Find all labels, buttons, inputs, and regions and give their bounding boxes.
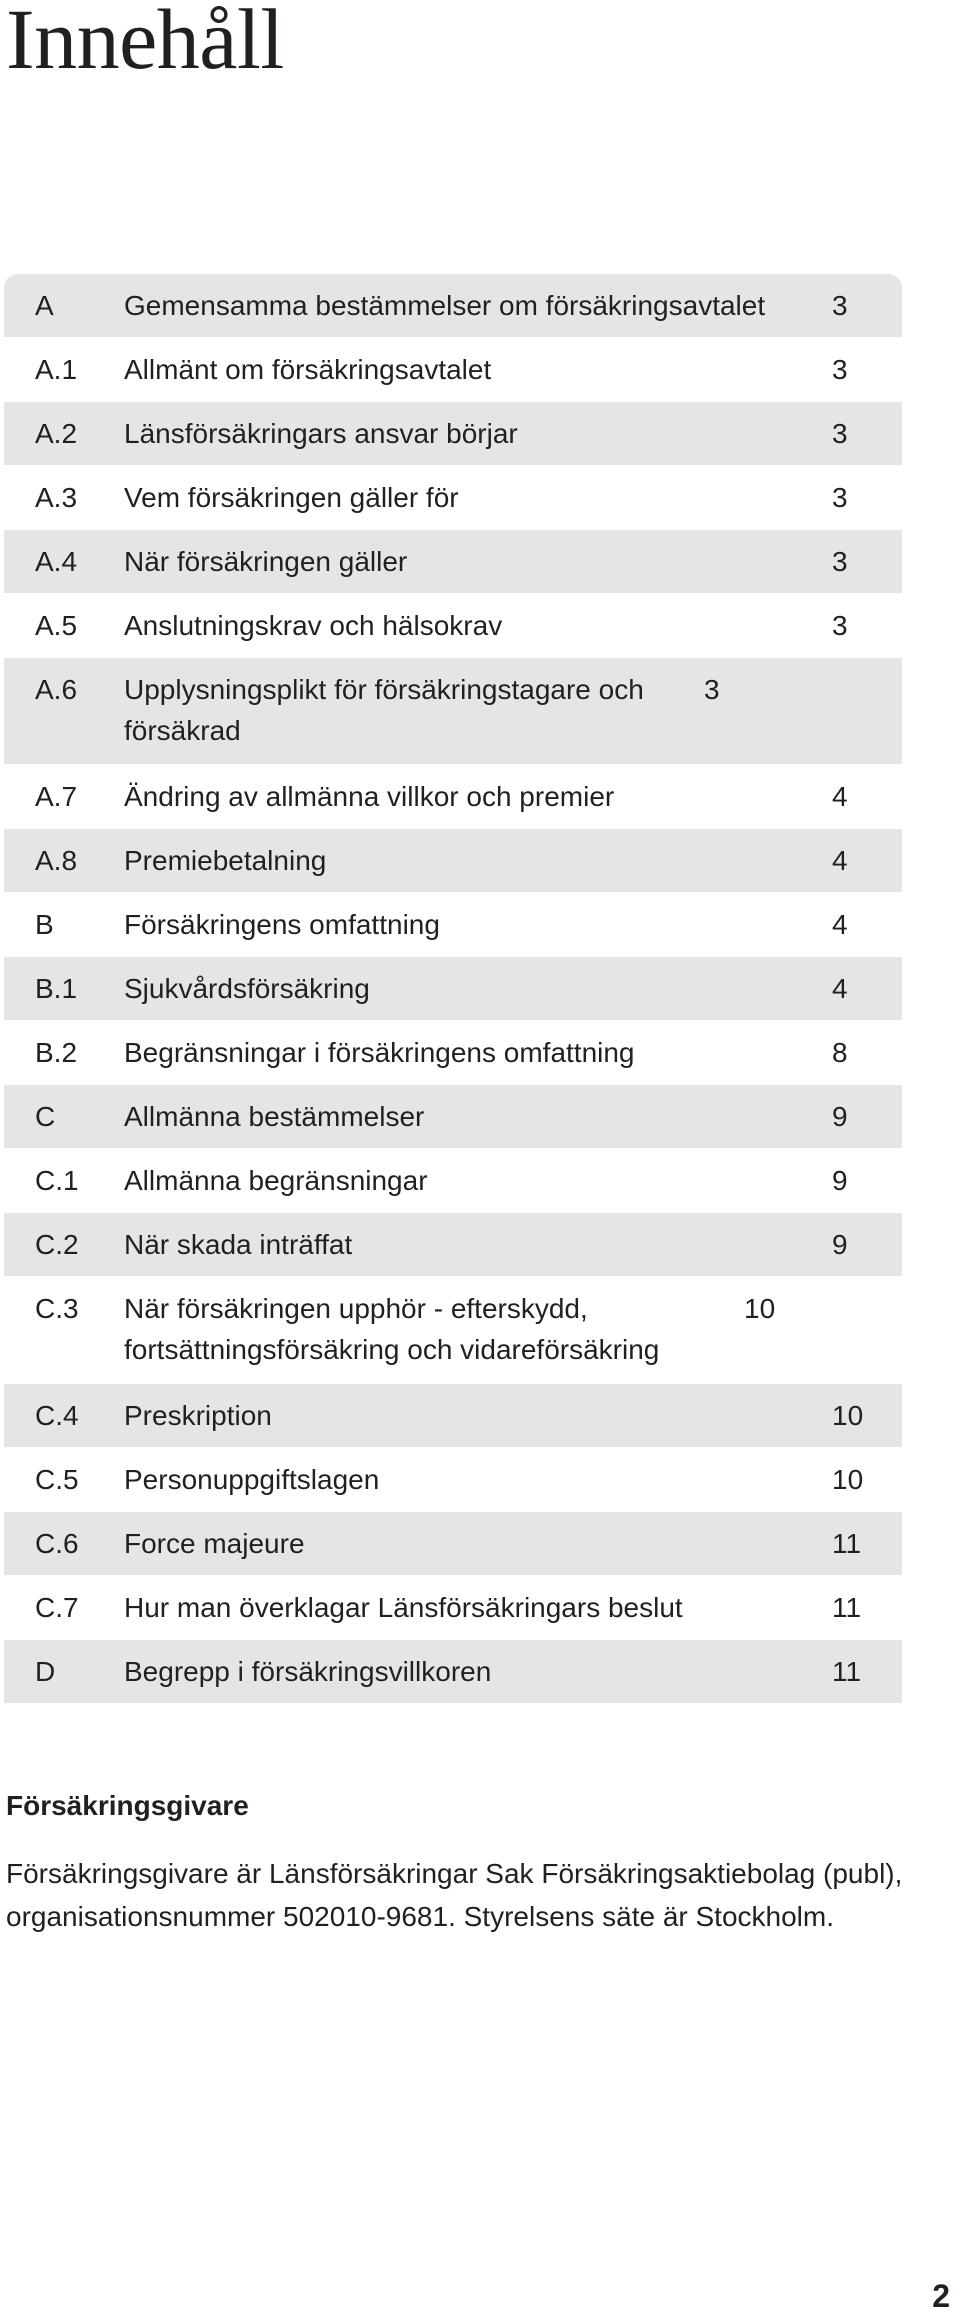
toc-page: 11 [832, 1656, 862, 1687]
toc-title: Länsförsäkringars ansvar börjar [124, 418, 518, 449]
toc-page: 10 [832, 1400, 864, 1431]
toc-page: 3 [832, 546, 848, 577]
toc-title: Hur man överklagar Länsförsäkringars beslut [124, 1592, 683, 1623]
toc-title: Försäkringens omfattning [124, 909, 440, 940]
page-title: Innehåll [6, 0, 284, 87]
toc-code: C.3 [35, 1293, 79, 1324]
toc-page: 3 [832, 482, 848, 513]
toc-row[interactable] [4, 1448, 902, 1511]
toc-title: När försäkringen upphör - efterskydd, fortsättningsförsäkring och vidareförsäkring [124, 1293, 660, 1365]
toc-page: 11 [832, 1592, 862, 1623]
toc-row[interactable] [4, 1640, 902, 1703]
page-number: 2 [932, 2278, 950, 2314]
toc-title: Premiebetalning [124, 845, 327, 876]
toc-page: 9 [832, 1165, 848, 1196]
toc-code: C.2 [35, 1229, 79, 1260]
toc-title: Allmänna bestämmelser [124, 1101, 425, 1132]
toc-code: A.4 [35, 546, 78, 577]
toc-code: A.5 [35, 610, 78, 641]
toc-title: Preskription [124, 1400, 272, 1431]
toc-title: Allmänna begränsningar [124, 1165, 428, 1196]
toc-row[interactable] [4, 1085, 902, 1148]
toc-code: C.1 [35, 1165, 79, 1196]
toc-row[interactable] [4, 466, 902, 529]
toc-code: A.1 [35, 354, 78, 385]
toc-title: Begrepp i försäkringsvillkoren [124, 1656, 492, 1687]
toc-code: B.1 [35, 973, 78, 1004]
toc-title: Personuppgiftslagen [124, 1464, 380, 1495]
toc-code: C.4 [35, 1400, 79, 1431]
toc-row[interactable] [4, 893, 902, 956]
toc-page: 4 [832, 909, 848, 940]
toc-row[interactable] [4, 1576, 902, 1639]
toc-page: 3 [832, 354, 848, 385]
toc-row[interactable] [4, 274, 902, 337]
toc-row[interactable] [4, 1512, 902, 1575]
toc-row[interactable] [4, 1277, 902, 1383]
toc-code: C.7 [35, 1592, 79, 1623]
toc-row[interactable] [4, 1213, 902, 1276]
toc-row[interactable] [4, 594, 902, 657]
toc-title: Allmänt om försäkringsavtalet [124, 354, 492, 385]
toc-code: A.8 [35, 845, 78, 876]
toc-row[interactable] [4, 957, 902, 1020]
toc-row[interactable] [4, 765, 902, 828]
toc-row[interactable] [4, 658, 902, 764]
toc-title: När försäkringen gäller [124, 546, 408, 577]
toc-page: 3 [832, 610, 848, 641]
toc-page: 3 [704, 674, 720, 705]
toc-page: 11 [832, 1528, 862, 1559]
toc-title: Force majeure [124, 1528, 305, 1559]
toc-row[interactable] [4, 1384, 902, 1447]
toc-title: Gemensamma bestämmelser om försäkringsavtalet [124, 290, 766, 321]
toc-row[interactable] [4, 338, 902, 401]
toc-page: 10 [744, 1293, 776, 1324]
toc-title: När skada inträffat [124, 1229, 353, 1260]
toc-code: D [35, 1656, 56, 1687]
toc-code: C.6 [35, 1528, 79, 1559]
toc-row[interactable] [4, 1149, 902, 1212]
table-of-contents [4, 274, 902, 1704]
toc-page: 10 [832, 1464, 864, 1495]
toc-title: Begränsningar i försäkringens omfattning [124, 1037, 635, 1068]
toc-title: Ändring av allmänna villkor och premier [124, 781, 615, 812]
insurer-text: Försäkringsgivare är Länsförsäkringar Sak Försäkringsaktiebolag (publ), organisationsnummer 502010-9681. Styrelsens säte är Stockholm. [6, 1858, 903, 1932]
toc-title: Sjukvårdsförsäkring [124, 973, 370, 1004]
toc-page: 9 [832, 1229, 848, 1260]
toc-code: A.3 [35, 482, 78, 513]
toc-code: B [35, 909, 54, 940]
toc-code: A.2 [35, 418, 78, 449]
toc-page: 4 [832, 973, 848, 1004]
toc-title: Anslutningskrav och hälsokrav [124, 610, 503, 641]
toc-row[interactable] [4, 1021, 902, 1084]
toc-code: C [35, 1101, 56, 1132]
toc-code: A.6 [35, 674, 78, 705]
toc-page: 8 [832, 1037, 848, 1068]
toc-code: C.5 [35, 1464, 79, 1495]
toc-row[interactable] [4, 530, 902, 593]
toc-page: 4 [832, 845, 848, 876]
toc-code: B.2 [35, 1037, 78, 1068]
toc-title: Vem försäkringen gäller för [124, 482, 459, 513]
toc-page: 3 [832, 418, 848, 449]
toc-code: A [35, 290, 54, 321]
insurer-heading: Försäkringsgivare [6, 1790, 249, 1821]
toc-page: 9 [832, 1101, 848, 1132]
toc-row[interactable] [4, 402, 902, 465]
toc-title: Upplysningsplikt för försäkringstagare och försäkrad [124, 674, 644, 746]
toc-page: 4 [832, 781, 848, 812]
toc-page: 3 [832, 290, 848, 321]
toc-row[interactable] [4, 829, 902, 892]
toc-code: A.7 [35, 781, 78, 812]
